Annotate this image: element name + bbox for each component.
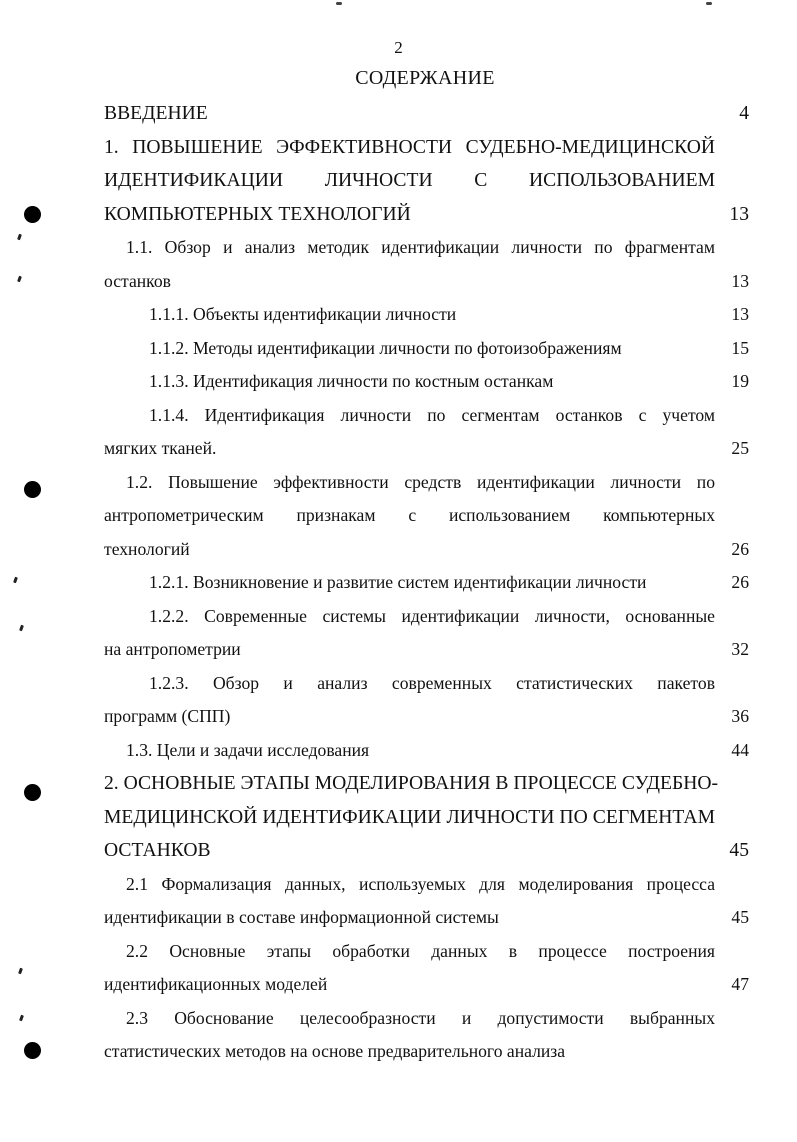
binder-hole [24,1042,41,1059]
scan-speck [13,577,18,584]
toc-row [104,537,749,571]
toc-text: 1.2. Повышение эффективности средств идентификации личности по [126,471,715,492]
table-of-contents [104,101,749,1073]
toc-text: 1.3. Цели и задачи исследования [126,739,370,760]
toc-text: КОМПЬЮТЕРНЫХ ТЕХНОЛОГИЙ [104,203,411,225]
toc-text: МЕДИЦИНСКОЙ ИДЕНТИФИКАЦИИ ЛИЧНОСТИ ПО СЕГМЕНТАМ [104,806,715,828]
toc-row [104,135,749,169]
toc-row [104,972,749,1006]
toc-text: 1. ПОВЫШЕНИЕ ЭФФЕКТИВНОСТИ СУДЕБНО-МЕДИЦИНСКОЙ [104,136,715,158]
toc-row [104,872,749,906]
toc-row [104,235,749,269]
toc-text: 1.1.3. Идентификация личности по костным останкам [149,371,554,391]
toc-row [104,503,749,537]
toc-text: останков [104,270,171,291]
toc-text: статистических методов на основе предварительного анализа [104,1041,566,1061]
binder-hole [24,784,41,801]
toc-text: 1.2.2. Современные системы идентификации личности, основанные [149,605,715,626]
toc-row [104,905,749,939]
toc-page: 26 [731,572,749,592]
toc-text: мягких тканей. [104,438,217,458]
toc-text: 1.1.4. Идентификация личности по сегментам останков с учетом [149,404,715,425]
binder-hole [24,206,41,223]
toc-page: 44 [731,739,749,760]
toc-row [104,1039,749,1073]
toc-page: 4 [739,103,749,124]
toc-page: 32 [731,639,749,659]
toc-text: программ (СПП) [104,706,231,726]
toc-row [104,771,749,805]
toc-row [104,838,749,872]
toc-row [104,101,749,135]
scan-speck [19,625,24,632]
toc-row [104,436,749,470]
toc-row [104,738,749,772]
scan-speck [17,234,22,241]
toc-row [104,269,749,303]
toc-row [104,604,749,638]
toc-page: 26 [731,538,749,559]
toc-page: 25 [731,438,749,458]
toc-page: 36 [731,706,749,726]
toc-text: 2.3 Обоснование целесообразности и допустимости выбранных [126,1007,715,1028]
toc-row [104,202,749,236]
binder-hole [24,481,41,498]
scan-speck [17,276,22,283]
toc-page: 47 [731,974,749,994]
toc-row [104,671,749,705]
toc-text: 1.1.1. Объекты идентификации личности [149,304,457,324]
toc-row [104,336,749,370]
toc-page: 45 [729,840,749,861]
toc-text: 1.2.3. Обзор и анализ современных статистических пакетов [149,672,715,693]
toc-row [104,939,749,973]
scan-speck [18,968,23,975]
toc-row [104,570,749,604]
toc-text: 1.1. Обзор и анализ методик идентификации личности по фрагментам [126,237,715,257]
toc-row [104,168,749,202]
toc-row [104,369,749,403]
toc-row [104,302,749,336]
page-number: 2 [394,38,403,57]
toc-page: 15 [731,337,749,358]
toc-text: 1.1.2. Методы идентификации личности по фотоизображениям [149,337,622,358]
toc-text: 1.2.1. Возникновение и развитие систем идентификации личности [149,572,647,592]
toc-row [104,470,749,504]
toc-page: 13 [731,304,749,324]
toc-row [104,1006,749,1040]
toc-text: на антропометрии [104,639,241,659]
toc-row [104,637,749,671]
toc-text: ИДЕНТИФИКАЦИИ ЛИЧНОСТИ С ИСПОЛЬЗОВАНИЕМ [104,170,715,191]
page-title: СОДЕРЖАНИЕ [355,67,495,89]
toc-page: 13 [729,203,749,225]
toc-text: ОСТАНКОВ [104,840,211,861]
toc-row [104,805,749,839]
top-mark-right [706,2,712,5]
toc-text: идентификационных моделей [104,974,328,994]
top-mark-left [336,2,342,5]
toc-page: 45 [731,907,749,927]
toc-row [104,704,749,738]
toc-page: 13 [731,270,749,291]
toc-text: 2.1 Формализация данных, используемых для моделирования процесса [126,873,715,894]
toc-page: 19 [731,371,749,391]
toc-row [104,403,749,437]
toc-text: идентификации в составе информационной системы [104,907,499,927]
toc-text: антропометрическим признакам с использованием компьютерных [104,505,715,525]
toc-text: технологий [104,538,190,559]
toc-text: 2. ОСНОВНЫЕ ЭТАПЫ МОДЕЛИРОВАНИЯ В ПРОЦЕССЕ СУДЕБНО- [104,773,719,794]
scan-speck [19,1015,24,1022]
toc-text: ВВЕДЕНИЕ [104,103,208,124]
toc-text: 2.2 Основные этапы обработки данных в процессе построения [126,940,715,961]
